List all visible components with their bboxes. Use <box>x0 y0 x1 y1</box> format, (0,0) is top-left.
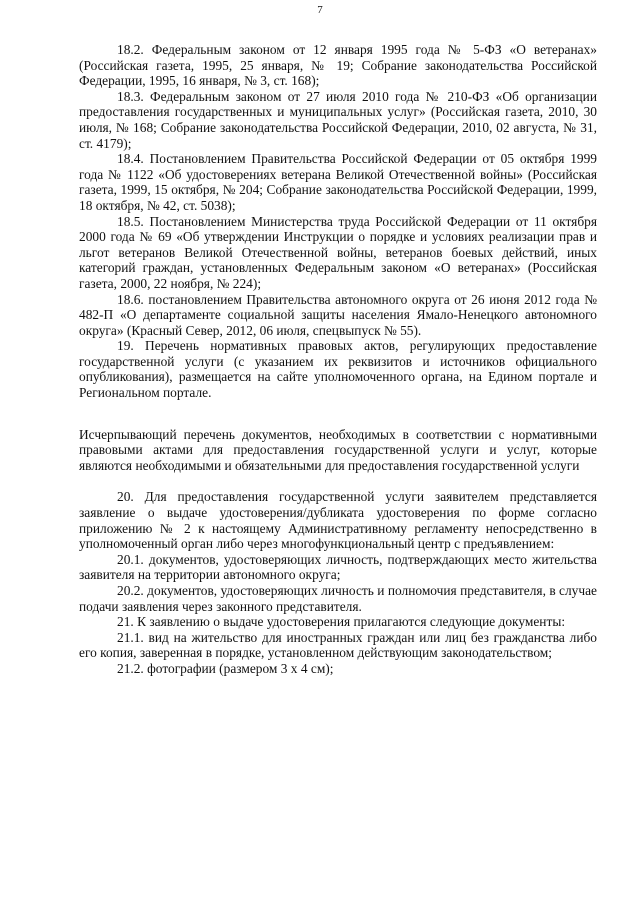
paragraph-18-2: 18.2. Федеральным законом от 12 января 1995 года № 5-ФЗ «О ветеранах» (Российская газета, 1995, 25 января, № 19; Собрание законодательства Российской Федерации, 1995, 16 января, № 3, ст. 168); <box>79 42 597 89</box>
paragraph-18-3: 18.3. Федеральным законом от 27 июля 2010 года № 210-ФЗ «Об организации предоставления государственных и муниципальных услуг» (Российская газета, 2010, 30 июля, № 168; Собрание законодательства Российской Федерации, 2010, 02 августа, № 31, ст. 4179); <box>79 88 597 151</box>
paragraph-20: 20. Для предоставления государственной услуги заявителем представляется заявление о выдаче удостоверения/дубликата удостоверения по форме согласно приложению № 2 к настоящему Административному регламенту непосредственно в уполномоченный орган либо через многофункциональный центр с предъявлением: <box>79 489 597 552</box>
paragraph-20-1: 20.1. документов, удостоверяющих личность, подтверждающих место жительства заявителя на территории автономного округа; <box>79 551 597 583</box>
paragraph-21: 21. К заявлению о выдаче удостоверения прилагаются следующие документы: <box>117 614 566 630</box>
paragraph-19: 19. Перечень нормативных правовых актов, регулирующих предоставление государственной услуги (с указанием их реквизитов и источников официального опубликования), размещается на сайте уполномоченного органа, на Едином портале и Региональном портале. <box>79 338 597 401</box>
paragraph-18-5: 18.5. Постановлением Министерства труда Российской Федерации от 11 октября 2000 года № 69 «Об утверждении Инструкции о порядке и условиях реализации прав и льгот ветеранов Великой Отечественной войны, ветеранов боевых действий, иных категорий граждан, установленных Федеральным законом «О ветеранах» (Российская газета, 2000, 22 ноября, № 224); <box>79 213 597 291</box>
paragraph-18-6: 18.6. постановлением Правительства автономного округа от 26 июня 2012 года № 482-П «О департаменте социальной защиты населения Ямало-Ненецкого автономного округа» (Красный Север, 2012, 06 июля, спецвыпуск № 55). <box>79 291 597 338</box>
paragraph-18-4: 18.4. Постановлением Правительства Российской Федерации от 05 октября 1999 года № 1122 «Об удостоверениях ветерана Великой Отечественной войны» (Российская газета, 1999, 15 октября, № 204; Собрание законодательства Российской Федерации, 1999, 18 октября, № 42, ст. 5038); <box>79 151 597 213</box>
document-body <box>79 42 597 677</box>
paragraph-21-2: 21.2. фотографии (размером 3 х 4 см); <box>117 660 334 676</box>
section-heading: Исчерпывающий перечень документов, необходимых в соответствии с нормативными правовыми актами для предоставления государственной услуги и услуг, которые являются необходимыми и обязательными для предоставления государственной услуги <box>79 426 597 473</box>
page-number: 7 <box>317 4 323 16</box>
paragraph-20-2: 20.2. документов, удостоверяющих личность и полномочия представителя, в случае подачи заявления через законного представителя. <box>79 583 597 614</box>
paragraph-21-1: 21.1. вид на жительство для иностранных граждан или лиц без гражданства либо его копия, заверенная в порядке, установленном действующим законодательством; <box>79 629 597 661</box>
